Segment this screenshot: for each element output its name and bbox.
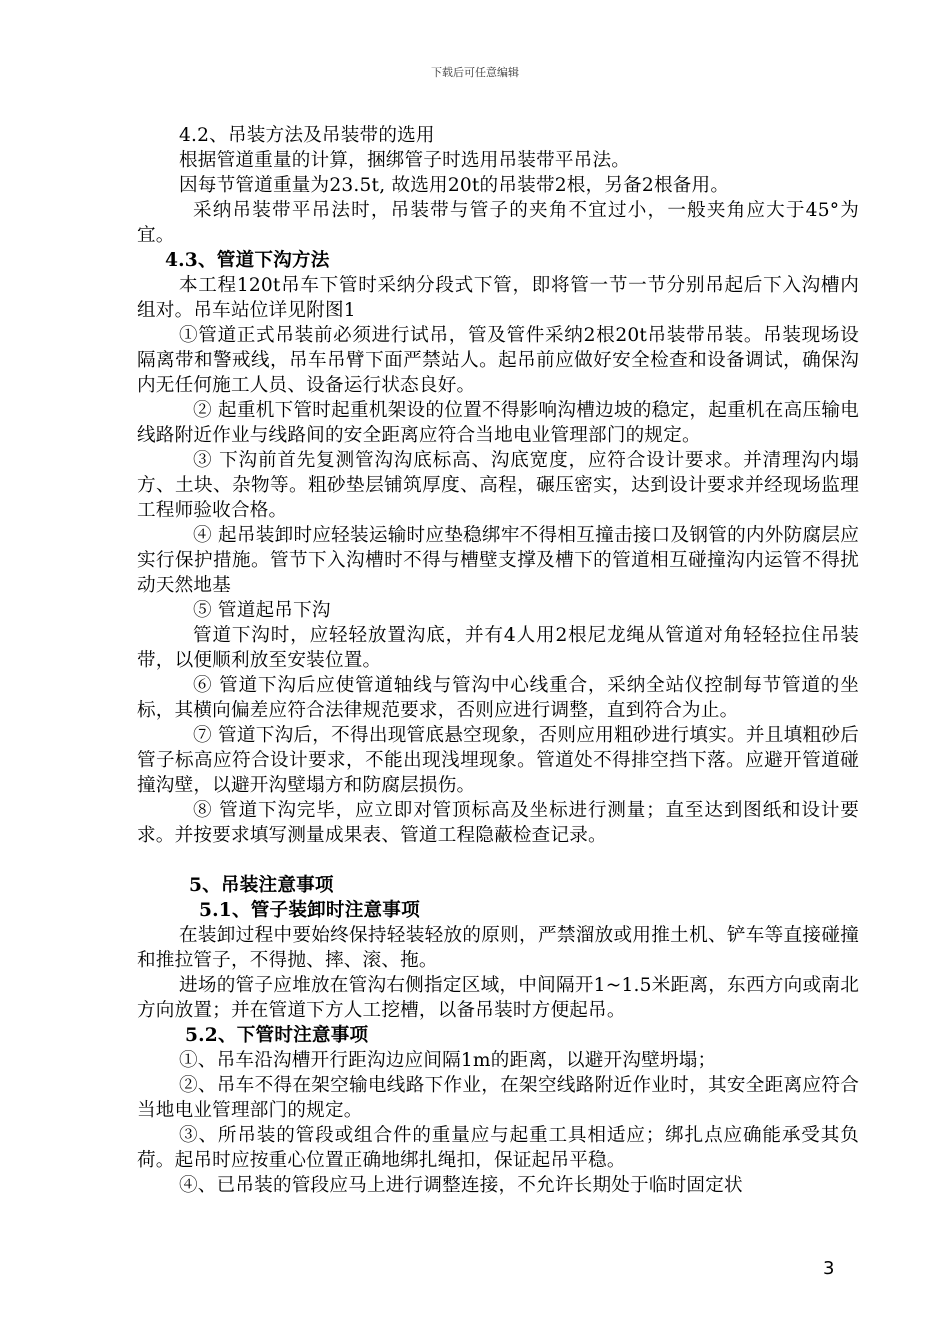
paragraph: ② 起重机下管时起重机架设的位置不得影响沟槽边坡的稳定，起重机在高压输电线路附近作业与线路间的安全距离应符合当地电业管理部门的规定。	[137, 400, 859, 446]
paragraph: ①、吊车沿沟槽开行距沟边应间隔1m的距离，以避开沟壁坍塌；	[179, 1050, 717, 1071]
paragraph: 管道下沟时，应轻轻放置沟底，并有4人用2根尼龙绳从管道对角轻轻拉住吊装带，以便顺利放至安装位置。	[137, 625, 859, 671]
paragraph: 根据管道重量的计算，捆绑管子时选用吊装带平吊法。	[179, 150, 631, 171]
blank-line	[137, 848, 859, 873]
paragraph: ③ 下沟前首先复测管沟沟底标高、沟底宽度，应符合设计要求。并清理沟内塌方、土块、杂物等。粗砂垫层铺筑厚度、高程，碾压密实，达到设计要求并经现场监理工程师验收合格。	[137, 450, 859, 521]
document-body	[137, 123, 859, 1198]
paragraph: ①管道正式吊装前必须进行试吊，管及管件采纳2根20t吊装带吊装。吊装现场设隔离带和警戒线，吊车吊臂下面严禁站人。起吊前应做好安全检查和设备调试，确保沟内无任何施工人员、设备运行状态良好。	[137, 325, 859, 396]
paragraph: ②、吊车不得在架空输电线路下作业，在架空线路附近作业时，其安全距离应符合当地电业管理部门的规定。	[137, 1075, 859, 1121]
section-heading: 5.1、管子装卸时注意事项	[199, 900, 420, 921]
section-heading: 5.2、下管时注意事项	[185, 1025, 369, 1046]
paragraph: ⑦ 管道下沟后，不得出现管底悬空现象，否则应用粗砂进行填实。并且填粗砂后管子标高应符合设计要求，不能出现浅埋现象。管道处不得排空挡下落。应避开管道碰撞沟壁，以避开沟壁塌方和防腐层损伤。	[137, 725, 859, 796]
paragraph: 4.2、吊装方法及吊装带的选用	[179, 125, 435, 146]
page-header: 下载后可任意编辑	[431, 66, 519, 79]
page-number: 3	[823, 1258, 835, 1279]
paragraph: ⑥ 管道下沟后应使管道轴线与管沟中心线重合，采纳全站仪控制每节管道的坐标，其横向偏差应符合法律规范要求，否则应进行调整，直到符合为止。	[137, 675, 859, 721]
section-heading: 4.3、管道下沟方法	[165, 250, 330, 271]
section-heading: 5、吊装注意事项	[189, 875, 334, 896]
paragraph: ⑤ 管道起吊下沟	[193, 600, 331, 621]
paragraph: ④ 起吊装卸时应轻装运输时应垫稳绑牢不得相互撞击接口及钢管的内外防腐层应实行保护措施。管节下入沟槽时不得与槽壁支撑及槽下的管道相互碰撞沟内运管不得扰动天然地基	[137, 525, 859, 596]
paragraph: 本工程120t吊车下管时采纳分段式下管，即将管一节一节分别吊起后下入沟槽内组对。吊车站位详见附图1	[137, 275, 859, 321]
paragraph: ④、已吊装的管段应马上进行调整连接，不允许长期处于临时固定状	[179, 1175, 743, 1196]
paragraph: 因每节管道重量为23.5t, 故选用20t的吊装带2根，另备2根备用。	[179, 175, 730, 196]
paragraph: 在装卸过程中要始终保持轻装轻放的原则，严禁溜放或用推土机、铲车等直接碰撞和推拉管子，不得抛、摔、滚、拖。	[137, 925, 859, 971]
paragraph: 进场的管子应堆放在管沟右侧指定区域，中间隔开1~1.5米距离，东西方向或南北方向放置；并在管道下方人工挖槽，以备吊装时方便起吊。	[137, 975, 859, 1021]
paragraph: 采纳吊装带平吊法时，吊装带与管子的夹角不宜过小，一般夹角应大于45°为宜。	[137, 200, 859, 246]
paragraph: ⑧ 管道下沟完毕，应立即对管顶标高及坐标进行测量；直至达到图纸和设计要求。并按要求填写测量成果表、管道工程隐蔽检查记录。	[137, 800, 859, 846]
paragraph: ③、所吊装的管段或组合件的重量应与起重工具相适应；绑扎点应确能承受其负荷。起吊时应按重心位置正确地绑扎绳扣，保证起吊平稳。	[137, 1125, 859, 1171]
